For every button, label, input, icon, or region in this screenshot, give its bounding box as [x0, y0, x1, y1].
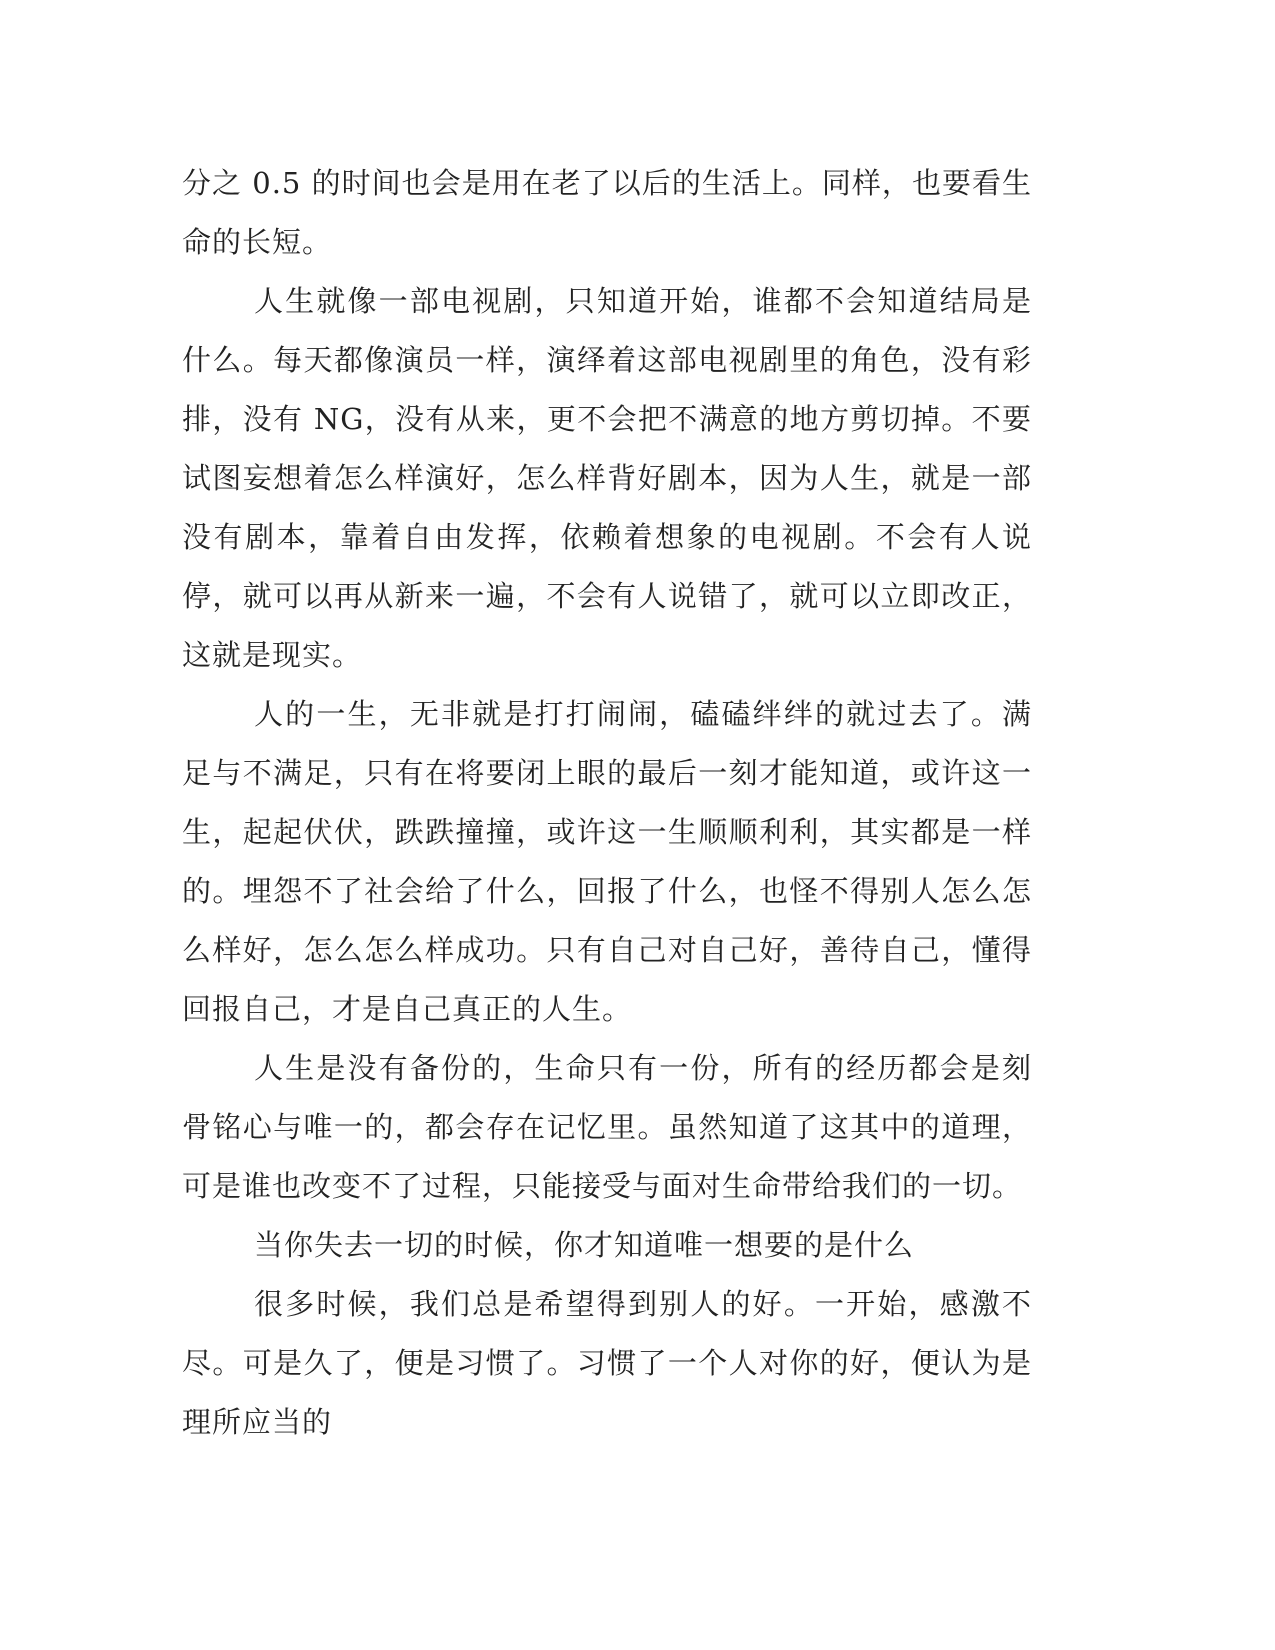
paragraph-3: 人的一生，无非就是打打闹闹，磕磕绊绊的就过去了。满足与不满足，只有在将要闭上眼的最后一刻才能知道，或许这一生，起起伏伏，跌跌撞撞，或许这一生顺顺利利，其实都是一样的。埋怨不了社会给了什么，回报了什么，也怪不得别人怎么怎么样好，怎么怎么样成功。只有自己对自己好，善待自己，懂得回报自己，才是自己真正的人生。	[182, 697, 1032, 1026]
paragraph-5: 当你失去一切的时候，你才知道唯一想要的是什么	[254, 1228, 915, 1262]
body-text	[182, 154, 1032, 1452]
paragraph-1: 分之 0.5 的时间也会是用在老了以后的生活上。同样，也要看生命的长短。	[182, 166, 1032, 259]
paragraph-2: 人生就像一部电视剧，只知道开始，谁都不会知道结局是什么。每天都像演员一样，演绎着这部电视剧里的角色，没有彩排，没有 NG，没有从来，更不会把不满意的地方剪切掉。不要试图妄想着怎么样演好，怎么样背好剧本，因为人生，就是一部没有剧本，靠着自由发挥，依赖着想象的电视剧。不会有人说停，就可以再从新来一遍，不会有人说错了，就可以立即改正，这就是现实。	[182, 284, 1032, 672]
paragraph-4: 人生是没有备份的，生命只有一份，所有的经历都会是刻骨铭心与唯一的，都会存在记忆里。虽然知道了这其中的道理，可是谁也改变不了过程，只能接受与面对生命带给我们的一切。	[182, 1051, 1032, 1203]
paragraph-6: 很多时候，我们总是希望得到别人的好。一开始，感激不尽。可是久了，便是习惯了。习惯了一个人对你的好，便认为是理所应当的	[182, 1287, 1032, 1439]
